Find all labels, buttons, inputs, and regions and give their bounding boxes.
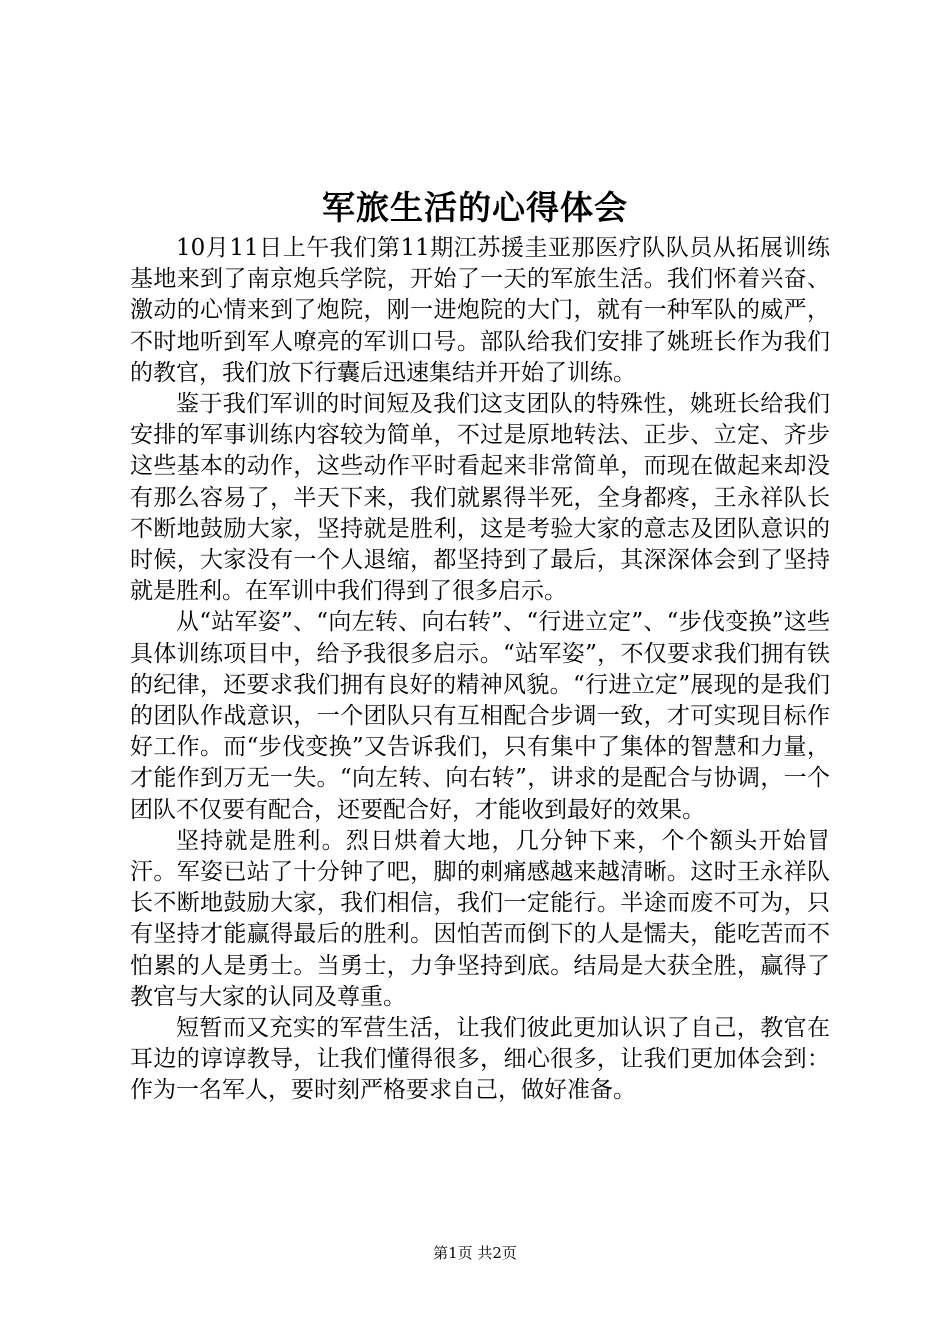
paragraph-2: 鉴于我们军训的时间短及我们这支团队的特殊性，姚班长给我们安排的军事训练内容较为简单，不过是原地转法、正步、立定、齐步这些基本的动作，这些动作平时看起来非常简单，而现在做起来却没有那么容易了，半天下来，我们就累得半死，全身都疼，王永祥队长不断地鼓励大家，坚持就是胜利，这是考验大家的意志及团队意识的时候，大家没有一个人退缩，都坚持到了最后，其深深体会到了坚持就是胜利。在军训中我们得到了很多启示。 xyxy=(130,391,830,605)
paragraph-5: 短暂而又充实的军营生活，让我们彼此更加认识了自己，教官在耳边的谆谆教导，让我们懂得很多，细心很多，让我们更加体会到：作为一名军人，要时刻严格要求自己，做好准备。 xyxy=(130,1015,830,1104)
document-body xyxy=(130,233,830,1107)
document-title: 军旅生活的心得体会 xyxy=(322,188,628,227)
paragraph-1: 10月11日上午我们第11期江苏援圭亚那医疗队队员从拓展训练基地来到了南京炮兵学院，开始了一天的军旅生活。我们怀着兴奋、激动的心情来到了炮院，刚一进炮院的大门，就有一种军队的威严，不时地听到军人嘹亮的军训口号。部队给我们安排了姚班长作为我们的教官，我们放下行囊后迅速集结并开始了训练。 xyxy=(130,235,830,386)
paragraph-3: 从“站军姿”、“向左转、向右转”、“行进立定”、“步伐变换”这些具体训练项目中，给予我很多启示。“站军姿”，不仅要求我们拥有铁的纪律，还要求我们拥有良好的精神风貌。“行进立定”展现的是我们的团队作战意识，一个团队只有互相配合步调一致，才可实现目标作好工作。而“步伐变换”又告诉我们，只有集中了集体的智慧和力量，才能作到万无一失。“向左转、向右转”，讲求的是配合与协调，一个团队不仅要有配合，还要配合好，才能收到最好的效果。 xyxy=(130,609,830,823)
page-number-footer: 第1页 共2页 xyxy=(433,1244,517,1262)
paragraph-4: 坚持就是胜利。烈日烘着大地，几分钟下来，个个额头开始冒汗。军姿已站了十分钟了吧，脚的刺痛感越来越清晰。这时王永祥队长不断地鼓励大家，我们相信，我们一定能行。半途而废不可为，只有坚持才能赢得最后的胜利。因怕苦而倒下的人是懦夫，能吃苦而不怕累的人是勇士。当勇士，力争坚持到底。结局是大获全胜，赢得了教官与大家的认同及尊重。 xyxy=(130,827,830,1010)
